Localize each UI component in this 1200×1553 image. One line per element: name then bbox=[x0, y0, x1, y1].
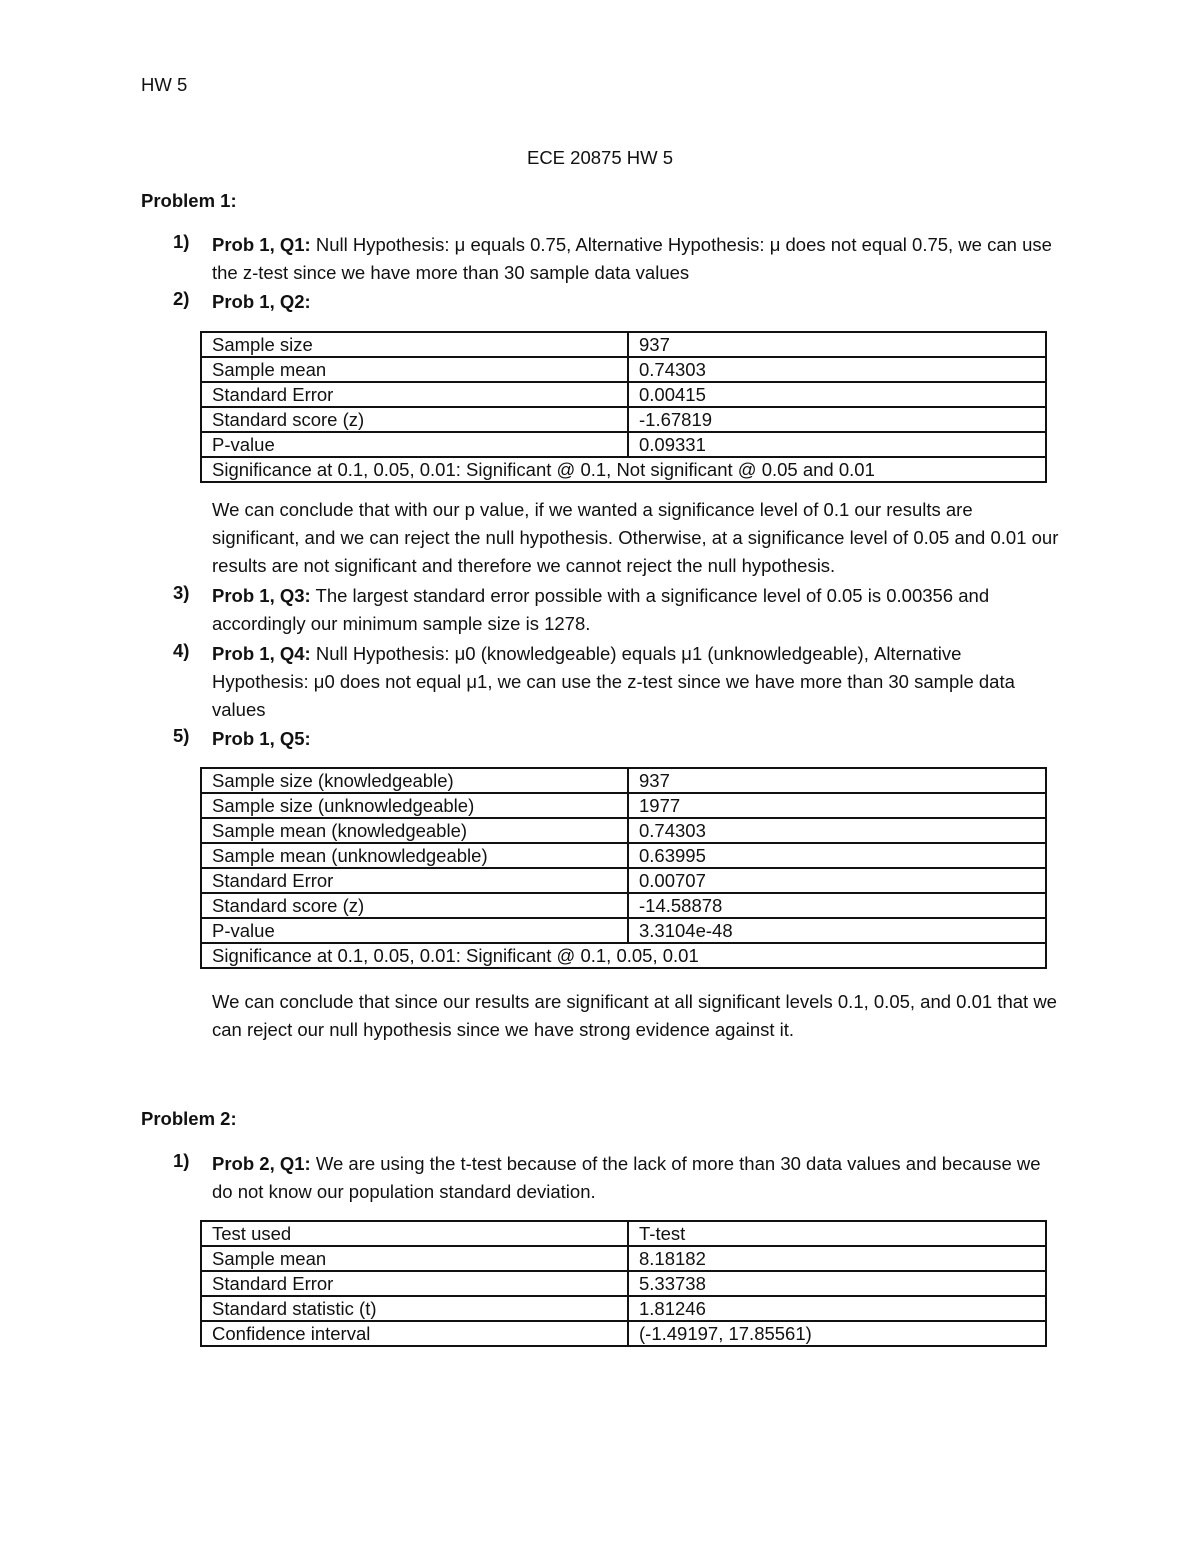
table-key: Standard score (z) bbox=[201, 893, 628, 918]
table-key: Sample mean (unknowledgeable) bbox=[201, 843, 628, 868]
table-row bbox=[201, 868, 1046, 893]
list-number: 1) bbox=[173, 1150, 190, 1171]
significance-row: Significance at 0.1, 0.05, 0.01: Significant @ 0.1, Not significant @ 0.05 and 0.01 bbox=[201, 457, 1046, 482]
table-row bbox=[201, 768, 1046, 793]
table-row bbox=[201, 793, 1046, 818]
table-row bbox=[201, 918, 1046, 943]
table-value: 937 bbox=[628, 768, 1046, 793]
p1-q2-conclusion: We can conclude that with our p value, if we wanted a significance level of 0.1 our results are significant, and we can reject the null hypothesis. Otherwise, at a significance level of 0.05 and 0.01 our results are not significant and therefore we cannot reject the null hypothesis. bbox=[212, 499, 1059, 576]
table-row bbox=[201, 332, 1046, 357]
table-value: 937 bbox=[628, 332, 1046, 357]
table-value: 0.09331 bbox=[628, 432, 1046, 457]
significance-row: Significance at 0.1, 0.05, 0.01: Significant @ 0.1, 0.05, 0.01 bbox=[201, 943, 1046, 968]
question-label: Prob 2, Q1: bbox=[212, 1153, 311, 1174]
table-row bbox=[201, 1246, 1046, 1271]
p1-q5-item bbox=[141, 725, 1061, 753]
table-value: 8.18182 bbox=[628, 1246, 1046, 1271]
p1-q5-conclusion: We can conclude that since our results are significant at all significant levels 0.1, 0.05, and 0.01 that we can reject our null hypothesis since we have strong evidence against it. bbox=[212, 991, 1057, 1040]
table-value: T-test bbox=[628, 1221, 1046, 1246]
table-value: 3.3104e-48 bbox=[628, 918, 1046, 943]
p1-q4-item bbox=[141, 640, 1061, 724]
table-key: Sample mean (knowledgeable) bbox=[201, 818, 628, 843]
list-number: 3) bbox=[173, 582, 190, 603]
table-key: Standard Error bbox=[201, 1271, 628, 1296]
table-row bbox=[201, 818, 1046, 843]
table-key: P-value bbox=[201, 432, 628, 457]
table-key: Standard score (z) bbox=[201, 407, 628, 432]
table-row bbox=[201, 432, 1046, 457]
table-row bbox=[201, 1321, 1046, 1346]
table-value: 1.81246 bbox=[628, 1296, 1046, 1321]
table-row bbox=[201, 382, 1046, 407]
list-number: 5) bbox=[173, 725, 190, 746]
question-label: Prob 1, Q3: bbox=[212, 585, 311, 606]
p1-q1-item bbox=[141, 231, 1061, 287]
table-value: 0.74303 bbox=[628, 357, 1046, 382]
table-row bbox=[201, 1221, 1046, 1246]
table-key: Standard statistic (t) bbox=[201, 1296, 628, 1321]
question-label: Prob 1, Q5: bbox=[212, 728, 311, 749]
document-title: ECE 20875 HW 5 bbox=[526, 147, 673, 168]
table-row bbox=[201, 893, 1046, 918]
list-number: 4) bbox=[173, 640, 190, 661]
question-text: The largest standard error possible with a significance level of 0.05 is 0.00356 and accordingly our minimum sample size is 1278. bbox=[212, 585, 990, 634]
question-text: We are using the t-test because of the lack of more than 30 data values and because we do not know our population standard deviation. bbox=[212, 1153, 1041, 1202]
table-value: 5.33738 bbox=[628, 1271, 1046, 1296]
p1-q5-table bbox=[200, 767, 1047, 969]
problem-2-heading: Problem 2: bbox=[141, 1108, 237, 1129]
p1-q2-item bbox=[141, 288, 1061, 316]
p1-q2-table bbox=[200, 331, 1047, 483]
table-key: Test used bbox=[201, 1221, 628, 1246]
table-row bbox=[201, 357, 1046, 382]
table-value: -1.67819 bbox=[628, 407, 1046, 432]
question-label: Prob 1, Q1: bbox=[212, 234, 311, 255]
table-value: 0.00707 bbox=[628, 868, 1046, 893]
table-row bbox=[201, 1271, 1046, 1296]
table-key: Sample mean bbox=[201, 1246, 628, 1271]
table-row bbox=[201, 1296, 1046, 1321]
page-header: HW 5 bbox=[141, 74, 188, 95]
table-value: 0.74303 bbox=[628, 818, 1046, 843]
table-key: P-value bbox=[201, 918, 628, 943]
table-row bbox=[201, 407, 1046, 432]
list-number: 2) bbox=[173, 288, 190, 309]
question-label: Prob 1, Q2: bbox=[212, 291, 311, 312]
question-text: Null Hypothesis: μ0 (knowledgeable) equals μ1 (unknowledgeable), Alternative Hypothesis: μ0 does not equal μ1, we can use the z-test since we have more than 30 sample data values bbox=[212, 643, 1015, 720]
p2-q1-item bbox=[141, 1150, 1061, 1206]
list-number: 1) bbox=[173, 231, 190, 252]
p2-q1-table bbox=[200, 1220, 1047, 1347]
p1-q3-item bbox=[141, 582, 1061, 638]
table-key: Sample size (knowledgeable) bbox=[201, 768, 628, 793]
table-row bbox=[201, 843, 1046, 868]
table-key: Standard Error bbox=[201, 868, 628, 893]
table-key: Sample mean bbox=[201, 357, 628, 382]
table-key: Confidence interval bbox=[201, 1321, 628, 1346]
question-label: Prob 1, Q4: bbox=[212, 643, 311, 664]
table-value: (-1.49197, 17.85561) bbox=[628, 1321, 1046, 1346]
problem-1-heading: Problem 1: bbox=[141, 190, 237, 211]
question-text: Null Hypothesis: μ equals 0.75, Alternative Hypothesis: μ does not equal 0.75, we can use the z-test since we have more than 30 sample data values bbox=[212, 234, 1052, 283]
table-value: 0.63995 bbox=[628, 843, 1046, 868]
table-row bbox=[201, 943, 1046, 968]
table-value: 1977 bbox=[628, 793, 1046, 818]
table-key: Standard Error bbox=[201, 382, 628, 407]
table-row bbox=[201, 457, 1046, 482]
table-value: -14.58878 bbox=[628, 893, 1046, 918]
table-key: Sample size bbox=[201, 332, 628, 357]
table-key: Sample size (unknowledgeable) bbox=[201, 793, 628, 818]
table-value: 0.00415 bbox=[628, 382, 1046, 407]
